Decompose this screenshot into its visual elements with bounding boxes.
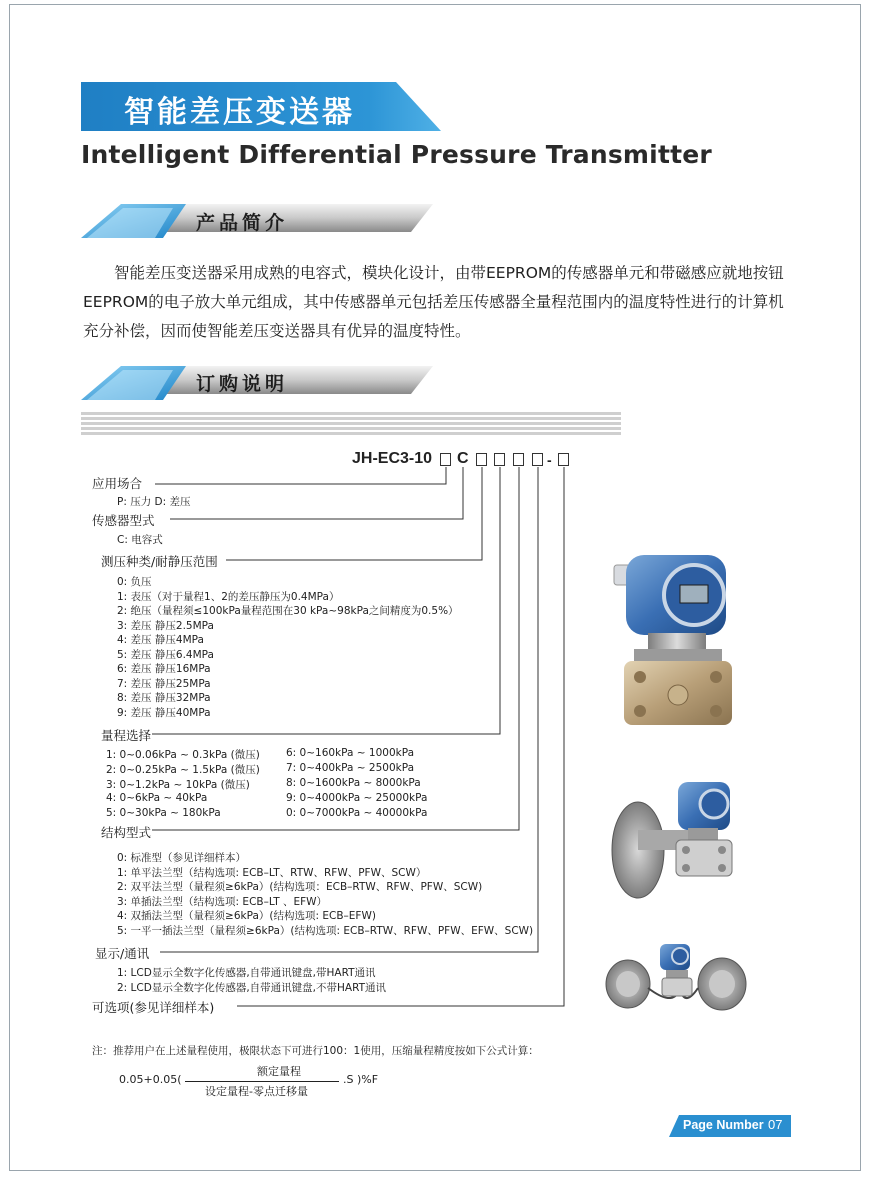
pressure-option: 9: 差压 静压40MPa [117,707,211,719]
range-option: 1: 0~0.06kPa ~ 0.3kPa (微压) [106,749,260,761]
pressure-option: 2: 绝压（量程须≤100kPa量程范围在30 kPa~98kPa之间精度为0.5%） [117,605,459,617]
range-option: 7: 0~400kPa ~ 2500kPa [286,762,415,774]
section-title-intro: 产品简介 [196,212,289,234]
range-option: 4: 0~6kPa ~ 40kPa [106,792,208,804]
formula-prefix: 0.05+0.05( [119,1073,182,1086]
range-option: 6: 0~160kPa ~ 1000kPa [286,747,415,759]
structure-option: 5: 一平一插法兰型（量程须≥6kPa）(结构选项: ECB–RTW、RFW、PFW、EFW、SCW) [117,925,534,937]
model-slot-display [532,453,543,466]
intro-paragraph: 智能差压变送器采用成熟的电容式，模块化设计，由带EEPROM的传感器单元和带磁感应就地按钮EEPROM的电子放大单元组成，其中传感器单元包括差压传感器全量程范围内的温度特性进行的计算机充分补偿，因而使智能差压变送器具有优异的温度特性。 [83,264,784,340]
structure-option: 1: 单平法兰型（结构选项: ECB–LT、RTW、RFW、PFW、SCW） [117,867,427,879]
pressure-option: 6: 差压 静压16MPa [117,663,211,675]
product-photo-flange-transmitter [608,770,743,900]
model-slot-options [558,453,569,466]
range-option: 5: 0~30kPa ~ 180kPa [106,807,221,819]
pressure-option: 8: 差压 静压32MPa [117,692,211,704]
structure-option: 2: 双平法兰型（量程须≥6kPa）(结构选项：ECB–RTW、RFW、PFW、SCW) [117,881,483,893]
group-label-display: 显示/通讯 [95,946,150,961]
group-label-options: 可选项(参见详细样本) [92,1000,215,1015]
product-photo-double-flange [604,940,749,1015]
model-code-prefix: JH-EC3-10 [352,450,433,467]
model-slot-pressure [476,453,487,466]
accuracy-formula [119,1063,479,1099]
group-label-range: 量程选择 [101,728,152,743]
sensor-option: C: 电容式 [117,534,163,546]
group-label-application: 应用场合 [92,476,143,491]
page-number-value: 07 [768,1117,783,1132]
page-number-label: Page Number [683,1118,764,1132]
display-option: 2: LCD显示全数字化传感器,自带通讯键盘,不带HART通讯 [117,982,387,994]
formula-numerator: 额定量程 [257,1065,301,1078]
formula-fraction-bar [185,1081,339,1082]
product-photo-transmitter [606,545,746,745]
model-code-c: C [457,450,469,467]
range-option: 8: 0~1600kPa ~ 8000kPa [286,777,421,789]
pressure-option: 0: 负压 [117,576,152,588]
application-option: P: 压力 D: 差压 [117,496,191,508]
usage-note: 注：推荐用户在上述量程使用，极限状态下可进行100：1使用，压缩量程精度按如下公式计算： [92,1045,539,1057]
pressure-option: 7: 差压 静压25MPa [117,678,211,690]
structure-option: 3: 单插法兰型（结构选项: ECB–LT 、EFW） [117,896,328,908]
group-label-structure: 结构型式 [101,825,152,840]
pressure-option: 5: 差压 静压6.4MPa [117,649,214,661]
formula-denominator: 设定量程-零点迁移量 [205,1085,308,1098]
pressure-option: 4: 差压 静压4MPa [117,634,204,646]
section-title-order: 订购说明 [196,373,289,395]
formula-suffix: .S )%F [343,1073,379,1086]
range-option: 0: 0~7000kPa ~ 40000kPa [286,807,428,819]
pressure-option: 1: 表压（对于量程1、2的差压静压为0.4MPa） [117,591,340,603]
page-title-zh: 智能差压变送器 [124,95,355,130]
model-slot-application [440,453,451,466]
display-option: 1: LCD显示全数字化传感器,自带通讯键盘,带HART通讯 [117,967,376,979]
group-label-pressure: 测压种类/耐静压范围 [101,554,218,569]
page-title-en: Intelligent Differential Pressure Transmitter [81,140,712,169]
range-option: 3: 0~1.2kPa ~ 10kPa (微压) [106,779,250,791]
model-slot-structure [513,453,524,466]
divider-stripes [81,412,621,435]
structure-option: 4: 双插法兰型（量程须≥6kPa）(结构选项: ECB–EFW) [117,910,376,922]
range-option: 9: 0~4000kPa ~ 25000kPa [286,792,428,804]
pressure-option: 3: 差压 静压2.5MPa [117,620,214,632]
group-label-sensor: 传感器型式 [92,513,155,528]
range-option: 2: 0~0.25kPa ~ 1.5kPa (微压) [106,764,260,776]
model-code-dash: - [547,452,552,468]
model-slot-range [494,453,505,466]
structure-option: 0: 标准型（参见详细样本） [117,852,247,864]
